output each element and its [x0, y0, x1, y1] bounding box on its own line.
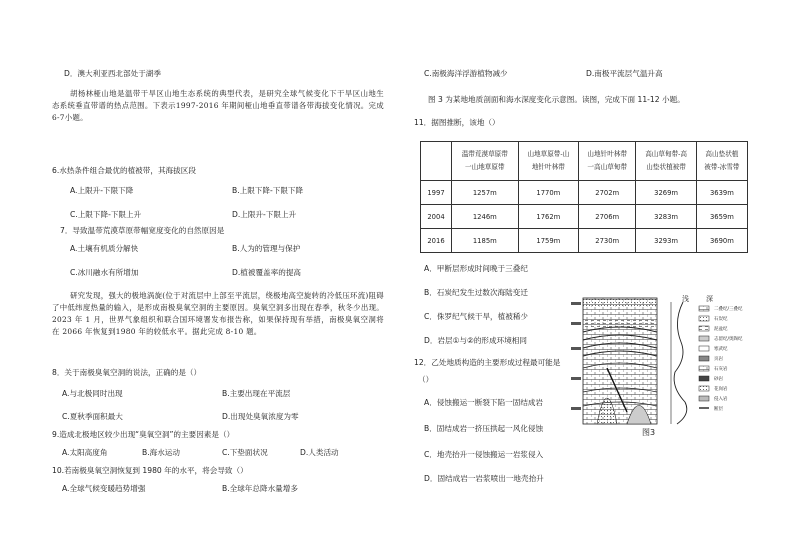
passage-6-7: 胡杨林桠山地是温带干旱区山地生态系统的典型代表，是研究全球气候变化下干旱区山地生态系统垂直带谱的热点范围。下表示1997-2016 年期间桠山地垂直带谱各带海拔变化情况。完成6-7小题。 [52, 89, 384, 122]
table-cell: 3283m [636, 205, 696, 229]
table-header-cell: 高山草甸带-高 山垫状植被带 [636, 142, 696, 181]
table-header-cell: 高山垫状植 被带-冰雪带 [696, 142, 747, 181]
q8-option-c[interactable]: C.夏秋季面积最大 [62, 412, 123, 421]
q10-stem: 10.若南极臭氧空洞恢复到 1980 年的水平，将会导致（） [52, 466, 248, 475]
table-header-cell [421, 142, 452, 181]
q11-option-a[interactable]: A．甲断层形成时间晚于三叠纪 [424, 264, 528, 273]
q8-option-d[interactable]: D.出现处臭氧浓度为零 [222, 412, 299, 421]
q6-option-b[interactable]: B.上限下降-下限下降 [232, 186, 304, 195]
legend-label: 寒武纪 [714, 347, 728, 352]
q9-stem: 9.造成北极地区较少出现“臭氧空洞”的主要因素是（） [52, 430, 235, 439]
table-cell: 2016 [421, 229, 452, 253]
table-cell: 1759m [518, 229, 578, 253]
rock-section [583, 298, 657, 424]
passage-8-10: 研究发现，强大的极地涡旋(位于对流层中上部至平流层，绕极地高空旋转的冷低压环流)阻碍了中低纬度热量的输入，是形成南极臭氧空洞的主要原因。臭氧空洞多出现在春季，秋冬少出现。2023 年 1 月，世界气象组织和联合国环境署发布报告称，如果保持现有举措，南极臭氧空洞将在 2066 年恢复到1980 年的较低水平。据此完成 8-10 题。 [52, 291, 384, 336]
table-row [421, 229, 748, 253]
depth-label-shallow: 浅 [682, 295, 689, 303]
table-cell: 3639m [696, 181, 747, 205]
q10-option-a[interactable]: A.全球气候变暖趋势增强 [62, 484, 146, 493]
q12-option-c[interactable]: C．地壳抬升一侵蚀搬运一岩浆侵入 [424, 450, 544, 459]
table-header-cell: 温带荒漠草原带 一山地草原带 [452, 142, 519, 181]
sea-depth-curve [671, 302, 687, 424]
q8-stem: 8．关于南极臭氧空洞的说法，正确的是（） [52, 368, 202, 377]
table-cell: 3690m [696, 229, 747, 253]
table-cell: 3269m [636, 181, 696, 205]
q7-option-a[interactable]: A.土壤有机质分解快 [70, 244, 139, 253]
q7-option-c[interactable]: C.冰川融水有所增加 [70, 268, 139, 277]
q10-option-c[interactable]: C.南极海洋浮游植物减少 [424, 69, 508, 78]
table-header-cell: 山地草原带-山 地针叶林带 [518, 142, 578, 181]
table-cell: 1257m [452, 181, 519, 205]
table-cell: 1997 [421, 181, 452, 205]
legend-label: 志留纪/奥陶纪 [714, 337, 743, 342]
q7-stem: 7．导致温带荒漠草原带幅宽度变化的自然原因是 [60, 226, 225, 235]
table-cell: 2702m [579, 181, 636, 205]
q9-option-c[interactable]: C.下垫面状况 [222, 448, 268, 457]
table-header-cell: 山地针叶林带 一高山草甸带 [579, 142, 636, 181]
q7-option-d[interactable]: D.植被覆盖率的提高 [232, 268, 302, 277]
q11-option-c[interactable]: C．侏罗纪气候干旱，植被稀少 [424, 312, 529, 321]
intro-11-12: 图 3 为某地地质剖面和海水深度变化示意图。读图，完成下面 11-12 小题。 [428, 95, 685, 104]
figure-caption: 图3 [642, 428, 656, 437]
legend-label: 花岗岩 [714, 387, 728, 392]
legend [699, 306, 709, 408]
q9-option-a[interactable]: A.太阳高度角 [62, 448, 108, 457]
q8-option-a[interactable]: A.与北极同时出现 [62, 389, 123, 398]
legend-label: 断层 [714, 407, 723, 412]
q10-option-b[interactable]: B.全球年总降水量增多 [222, 484, 298, 493]
q11-option-d[interactable]: D．岩层①与②的形成环境相同 [424, 336, 527, 345]
period-labels [571, 302, 581, 410]
q12-bracket: （） [418, 375, 434, 384]
q6-stem: 6.水热条件组合最优的植被带，其海拔区段 [52, 166, 196, 175]
table-cell: 2706m [579, 205, 636, 229]
q6-option-a[interactable]: A.上限升-下限下降 [70, 186, 134, 195]
legend-label: 砂岩 [714, 377, 723, 382]
q12-option-b[interactable]: B．固结成岩一挤压拱起一风化侵蚀 [424, 424, 544, 433]
q9-option-d[interactable]: D.人类活动 [300, 448, 339, 457]
q5-option-d: D．澳大利亚西北部处于湖季 [64, 69, 161, 78]
depth-label-deep: 深 [706, 295, 713, 303]
table-cell: 3659m [696, 205, 747, 229]
table-row [421, 205, 748, 229]
q7-option-b[interactable]: B.人为的管理与保护 [232, 244, 301, 253]
table-cell: 1762m [518, 205, 578, 229]
q9-option-b[interactable]: B.海水运动 [142, 448, 180, 457]
table-cell: 1246m [452, 205, 519, 229]
q12-stem: 12．乙处地质构造的主要形成过程最可能是 [414, 358, 561, 367]
legend-label: 石炭纪 [714, 317, 728, 322]
q10-option-d[interactable]: D.南极平流层气温升高 [586, 69, 663, 78]
q11-option-b[interactable]: B．石炭纪发生过数次海陆变迁 [424, 288, 528, 297]
q12-option-d[interactable]: D．固结成岩一岩浆喷出一地壳抬升 [424, 474, 544, 483]
q12-option-a[interactable]: A．侵蚀搬运一断裂下陷一固结成岩 [424, 398, 544, 407]
table-cell: 1185m [452, 229, 519, 253]
q11-stem: 11．据图推断，该地（） [414, 118, 500, 127]
table-cell: 2004 [421, 205, 452, 229]
table-cell: 2730m [579, 229, 636, 253]
table-cell: 1770m [518, 181, 578, 205]
legend-label: 侵入岩 [714, 397, 728, 402]
legend-label: 石灰岩 [714, 367, 728, 372]
q6-option-d[interactable]: D.上限升-下限上升 [232, 210, 297, 219]
legend-label: 二叠纪/三叠纪 [714, 307, 743, 312]
legend-label: 泥盆纪 [714, 327, 728, 332]
q8-option-b[interactable]: B.主要出现在平流层 [222, 389, 291, 398]
q6-option-c[interactable]: C.上限下降-下限上升 [70, 210, 142, 219]
legend-label: 页岩 [714, 357, 723, 362]
table-cell: 3293m [636, 229, 696, 253]
table-header-row [421, 142, 748, 181]
vegetation-elevation-table [420, 141, 748, 253]
table-row [421, 181, 748, 205]
